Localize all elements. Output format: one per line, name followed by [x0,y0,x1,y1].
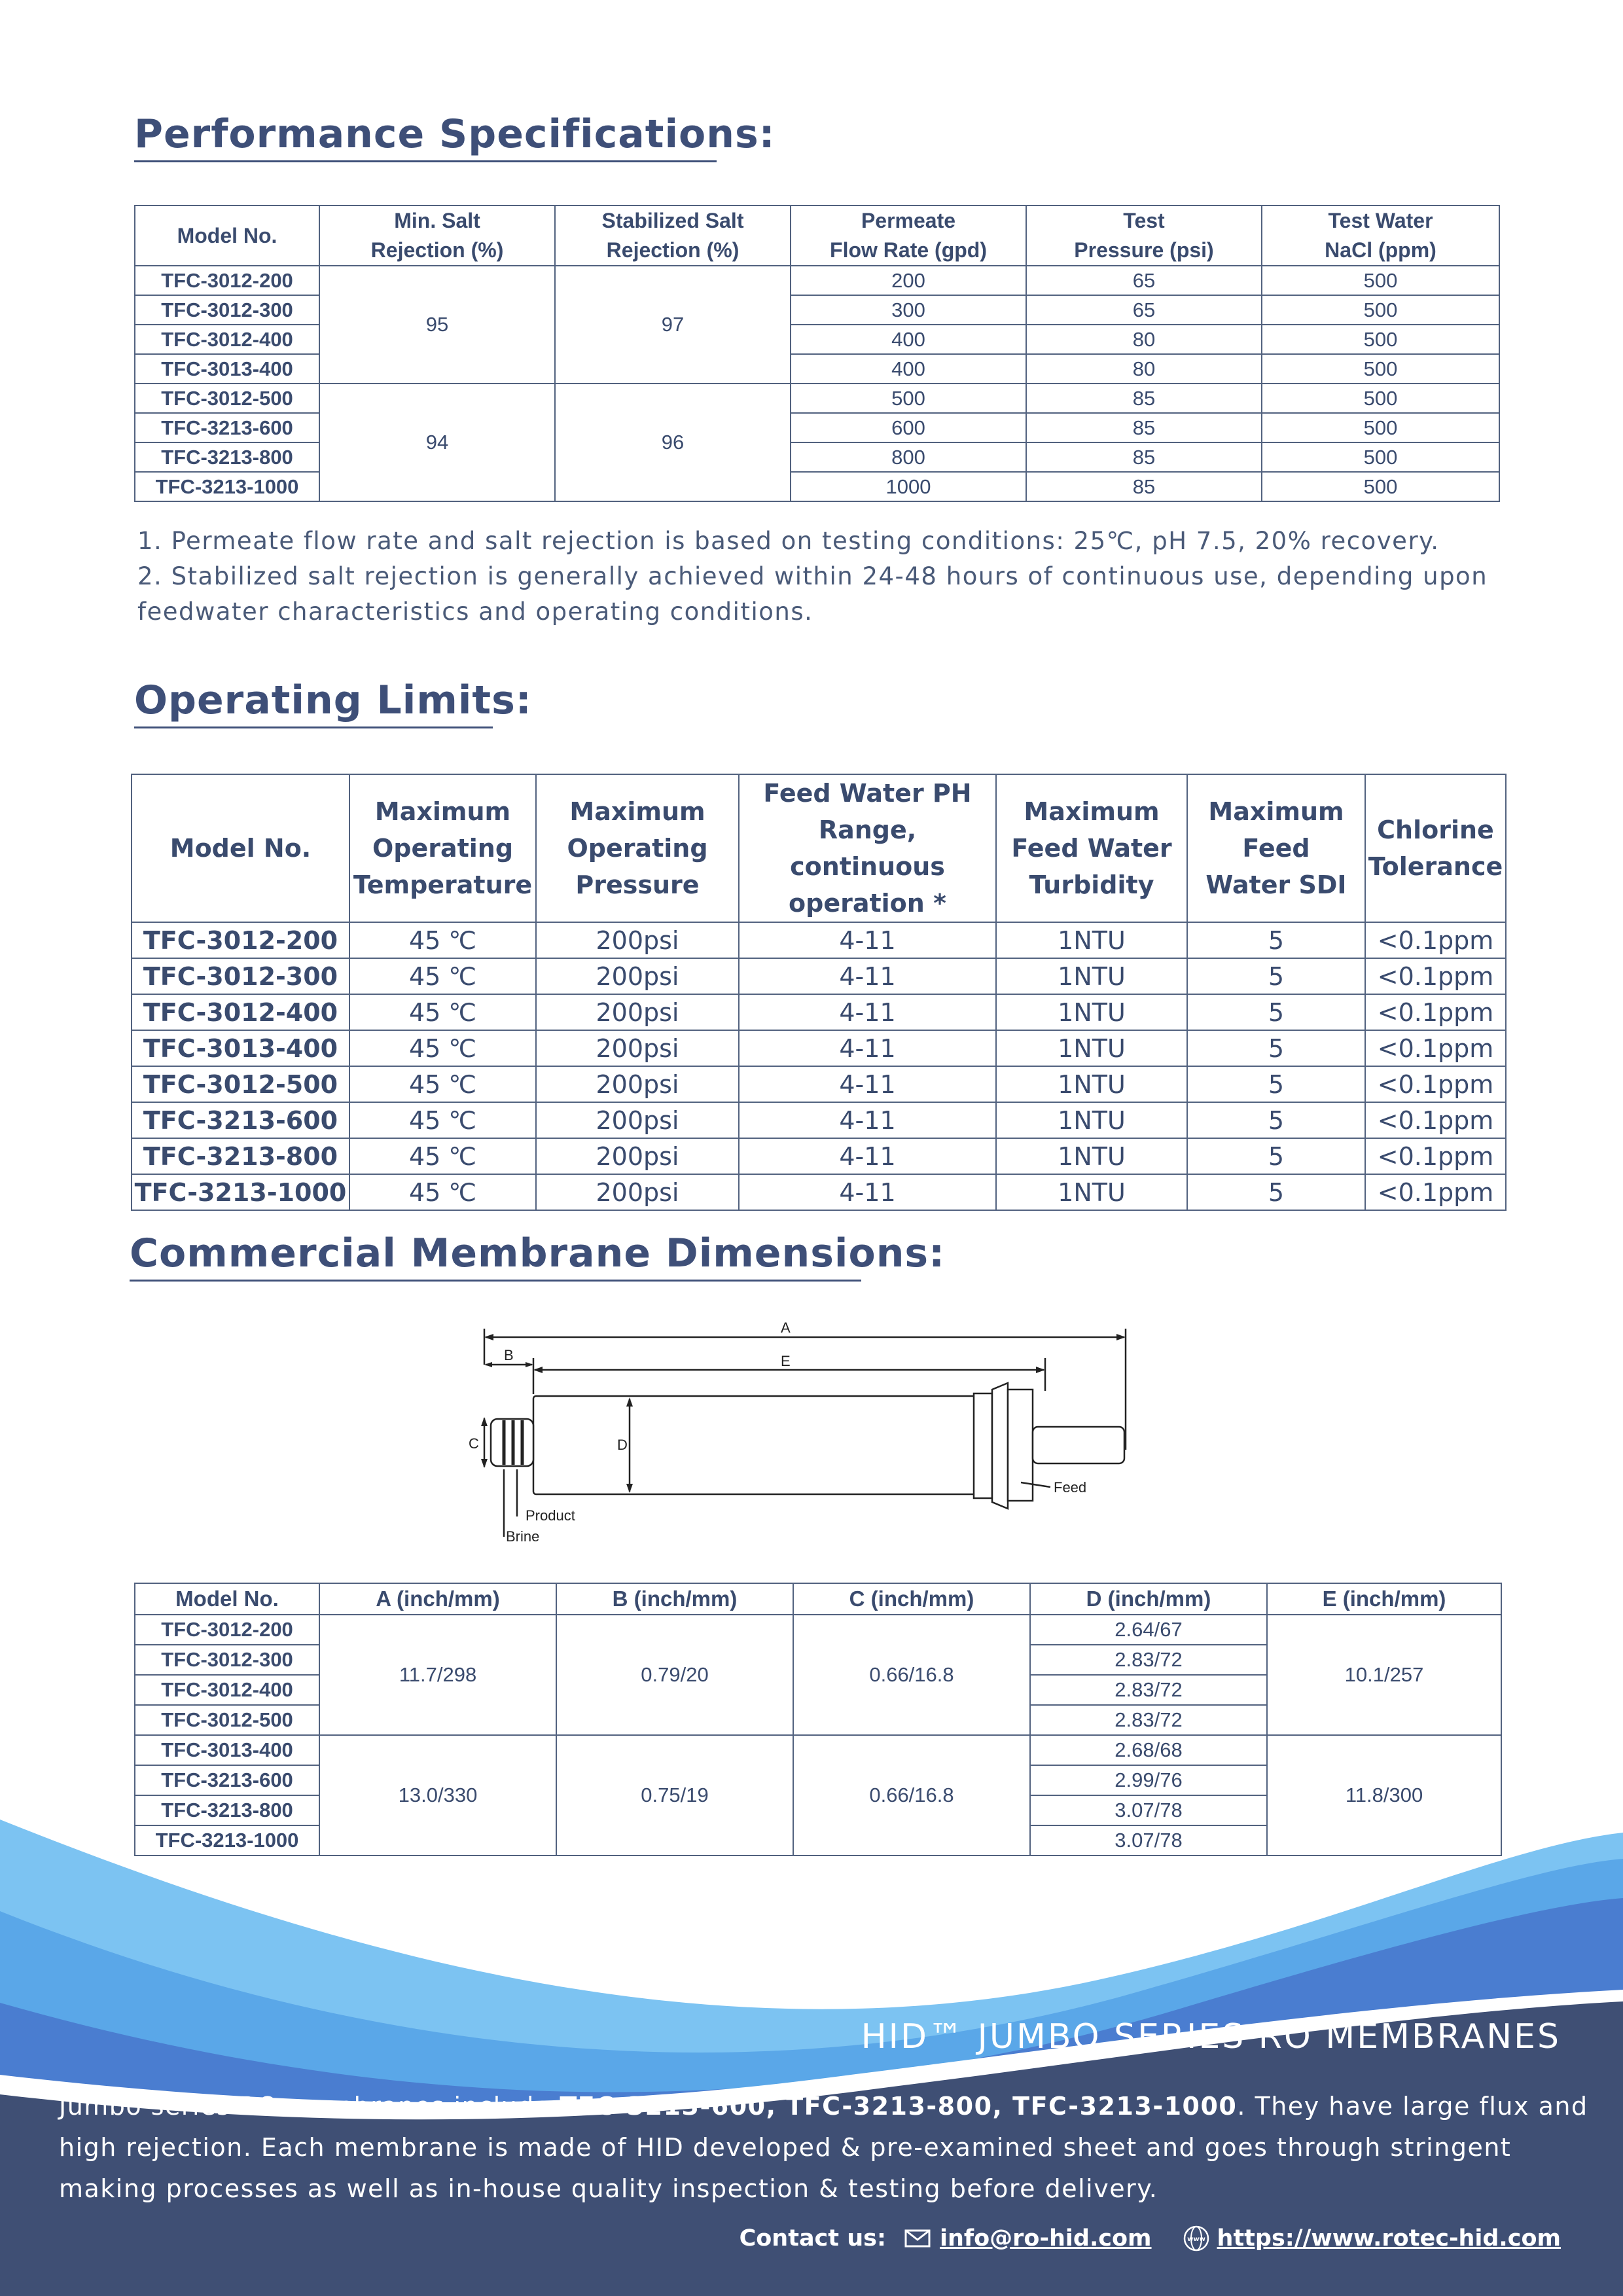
turbidity-cell: 1NTU [996,1102,1187,1138]
header-chlorine: Chlorine Tolerance [1365,774,1506,922]
table-row [135,1735,1501,1765]
model-cell: TFC-3012-500 [135,384,319,413]
d-cell: 2.83/72 [1030,1705,1267,1735]
turbidity-cell: 1NTU [996,994,1187,1030]
header-ph-range: Feed Water PH Range, continuous operation * [739,774,996,922]
pressure-cell: 200psi [536,1138,739,1174]
label-product: Product [526,1507,575,1524]
flow-cell: 1000 [791,472,1026,501]
performance-table [134,205,1500,502]
footer-description [59,2086,1590,2210]
a-cell: 13.0/330 [319,1735,556,1856]
model-cell: TFC-3012-300 [135,295,319,325]
ph-cell: 4-11 [739,1030,996,1066]
contact-label: Contact us: [739,2225,886,2251]
sdi-cell: 5 [1187,994,1365,1030]
temperature-cell: 45 ℃ [349,922,536,958]
d-cell: 2.68/68 [1030,1735,1267,1765]
table-row [135,1615,1501,1645]
email-link[interactable]: info@ro-hid.com [939,2225,1152,2251]
pressure-cell: 65 [1026,266,1262,295]
table-row [132,1030,1506,1066]
temperature-cell: 45 ℃ [349,1030,536,1066]
ph-cell: 4-11 [739,994,996,1030]
label-b: B [504,1347,514,1363]
d-cell: 2.83/72 [1030,1675,1267,1705]
globe-icon [1182,2224,1211,2253]
ph-cell: 4-11 [739,958,996,994]
table-row [132,958,1506,994]
membrane-dimension-diagram [445,1312,1152,1548]
a-cell: 11.7/298 [319,1615,556,1735]
model-cell: TFC-3012-200 [135,1615,319,1645]
flow-cell: 800 [791,442,1026,472]
header-model: Model No. [135,206,319,266]
pressure-cell: 200psi [536,994,739,1030]
note-1: 1. Permeate flow rate and salt rejection is based on testing conditions: 25℃, pH 7.5, 20% recovery. [137,527,1440,555]
flow-cell: 400 [791,354,1026,384]
model-cell: TFC-3013-400 [135,354,319,384]
ph-cell: 4-11 [739,922,996,958]
header-max-pressure: Maximum Operating Pressure [536,774,739,922]
header-permeate: Permeate Flow Rate (gpd) [791,206,1026,266]
header-test-water: Test Water NaCl (ppm) [1262,206,1499,266]
stabilized-salt-cell: 97 [555,266,791,384]
nacl-cell: 500 [1262,413,1499,442]
model-cell: TFC-3012-300 [135,1645,319,1675]
model-cell: TFC-3213-1000 [135,472,319,501]
e-cell: 11.8/300 [1267,1735,1501,1856]
table-header-row [132,774,1506,922]
turbidity-cell: 1NTU [996,1174,1187,1210]
temperature-cell: 45 ℃ [349,1066,536,1102]
table-row [132,1066,1506,1102]
label-d: D [617,1437,628,1453]
ph-cell: 4-11 [739,1138,996,1174]
footer-text-models: TFC-3213-600, TFC-3213-800, TFC-3213-1000 [560,2092,1238,2121]
d-cell: 2.99/76 [1030,1765,1267,1795]
nacl-cell: 500 [1262,354,1499,384]
b-cell: 0.75/19 [556,1735,793,1856]
header-test-pressure: Test Pressure (psi) [1026,206,1262,266]
operating-limits-table [131,774,1507,1211]
title-underline [134,160,717,162]
model-cell: TFC-3213-600 [135,1765,319,1795]
flow-cell: 300 [791,295,1026,325]
globe-www-text: www [1186,2236,1205,2243]
header-model: Model No. [135,1583,319,1615]
nacl-cell: 500 [1262,472,1499,501]
flow-cell: 200 [791,266,1026,295]
sdi-cell: 5 [1187,958,1365,994]
model-cell: TFC-3013-400 [132,1030,349,1066]
pressure-cell: 200psi [536,1066,739,1102]
footer-text-post: . They have large flux and high rejection. Each membrane is made of HID developed & pre-examined sheet and goes through stringent making processes as well as in-house quality inspection & testing before delivery. [59,2092,1588,2203]
model-cell: TFC-3213-600 [132,1102,349,1138]
feed-tube [1033,1427,1124,1463]
section-title-performance: Performance Specifications: [134,111,776,157]
chlorine-cell: <0.1ppm [1365,1138,1506,1174]
e-cell: 10.1/257 [1267,1615,1501,1735]
pressure-cell: 200psi [536,1030,739,1066]
table-header-row [135,1583,1501,1615]
label-a: A [781,1319,791,1336]
c-cell: 0.66/16.8 [793,1735,1030,1856]
d-cell: 2.83/72 [1030,1645,1267,1675]
turbidity-cell: 1NTU [996,922,1187,958]
model-cell: TFC-3213-1000 [132,1174,349,1210]
nacl-cell: 500 [1262,442,1499,472]
min-salt-cell: 95 [319,266,555,384]
ph-cell: 4-11 [739,1102,996,1138]
model-cell: TFC-3012-200 [132,922,349,958]
label-c: C [469,1435,479,1452]
pressure-cell: 85 [1026,472,1262,501]
turbidity-cell: 1NTU [996,958,1187,994]
sdi-cell: 5 [1187,922,1365,958]
turbidity-cell: 1NTU [996,1066,1187,1102]
sdi-cell: 5 [1187,1138,1365,1174]
section-title-operating-limits: Operating Limits: [134,677,532,723]
temperature-cell: 45 ℃ [349,1102,536,1138]
chlorine-cell: <0.1ppm [1365,922,1506,958]
stabilized-salt-cell: 96 [555,384,791,501]
table-row [135,266,1499,295]
nacl-cell: 500 [1262,384,1499,413]
model-cell: TFC-3013-400 [135,1735,319,1765]
sdi-cell: 5 [1187,1174,1365,1210]
header-b: B (inch/mm) [556,1583,793,1615]
nacl-cell: 500 [1262,295,1499,325]
ph-cell: 4-11 [739,1174,996,1210]
temperature-cell: 45 ℃ [349,958,536,994]
ph-cell: 4-11 [739,1066,996,1102]
sdi-cell: 5 [1187,1102,1365,1138]
c-cell: 0.66/16.8 [793,1615,1030,1735]
model-cell: TFC-3012-500 [135,1705,319,1735]
website-link[interactable]: https://www.rotec-hid.com [1217,2225,1561,2251]
model-cell: TFC-3213-800 [132,1138,349,1174]
header-sdi: Maximum Feed Water SDI [1187,774,1365,922]
table-row [132,922,1506,958]
header-stabilized-salt: Stabilized Salt Rejection (%) [555,206,791,266]
model-cell: TFC-3012-500 [132,1066,349,1102]
sdi-cell: 5 [1187,1066,1365,1102]
membrane-body [533,1396,985,1494]
chlorine-cell: <0.1ppm [1365,1102,1506,1138]
label-brine: Brine [506,1528,540,1545]
flow-cell: 500 [791,384,1026,413]
header-max-temperature: Maximum Operating Temperature [349,774,536,922]
table-row [132,994,1506,1030]
label-e: E [781,1353,791,1369]
model-cell: TFC-3213-800 [135,442,319,472]
header-turbidity: Maximum Feed Water Turbidity [996,774,1187,922]
model-cell: TFC-3012-400 [132,994,349,1030]
label-feed: Feed [1054,1479,1087,1496]
d-cell: 3.07/78 [1030,1795,1267,1825]
pressure-cell: 200psi [536,1102,739,1138]
turbidity-cell: 1NTU [996,1030,1187,1066]
table-row [135,384,1499,413]
title-underline [130,1280,861,1282]
table-header-row [135,206,1499,266]
pressure-cell: 200psi [536,922,739,958]
pressure-cell: 65 [1026,295,1262,325]
chlorine-cell: <0.1ppm [1365,1066,1506,1102]
flow-cell: 400 [791,325,1026,354]
chlorine-cell: <0.1ppm [1365,1174,1506,1210]
chlorine-cell: <0.1ppm [1365,1030,1506,1066]
note-2-continued: feedwater characteristics and operating conditions. [137,598,813,626]
pressure-cell: 200psi [536,958,739,994]
footer-title: HID™ JUMBO SERIES RO MEMBRANES [861,2017,1561,2056]
model-cell: TFC-3012-300 [132,958,349,994]
model-cell: TFC-3012-400 [135,1675,319,1705]
model-cell: TFC-3012-400 [135,325,319,354]
b-cell: 0.79/20 [556,1615,793,1735]
pressure-cell: 200psi [536,1174,739,1210]
title-underline [134,726,493,728]
header-model: Model No. [132,774,349,922]
header-c: C (inch/mm) [793,1583,1030,1615]
performance-notes [137,524,1544,630]
chlorine-cell: <0.1ppm [1365,994,1506,1030]
header-min-salt: Min. Salt Rejection (%) [319,206,555,266]
temperature-cell: 45 ℃ [349,1138,536,1174]
nacl-cell: 500 [1262,325,1499,354]
contact-bar [740,2224,1561,2253]
note-2: 2. Stabilized salt rejection is generally achieved within 24-48 hours of continuous use, depending upon [137,562,1488,590]
d-cell: 2.64/67 [1030,1615,1267,1645]
header-d: D (inch/mm) [1030,1583,1267,1615]
pressure-cell: 85 [1026,384,1262,413]
flow-cell: 600 [791,413,1026,442]
pressure-cell: 85 [1026,442,1262,472]
turbidity-cell: 1NTU [996,1138,1187,1174]
temperature-cell: 45 ℃ [349,1174,536,1210]
mail-icon [904,2229,931,2248]
temperature-cell: 45 ℃ [349,994,536,1030]
model-cell: TFC-3213-600 [135,413,319,442]
pressure-cell: 85 [1026,413,1262,442]
model-cell: TFC-3012-200 [135,266,319,295]
min-salt-cell: 94 [319,384,555,501]
table-row [132,1174,1506,1210]
header-a: A (inch/mm) [319,1583,556,1615]
pressure-cell: 80 [1026,354,1262,384]
model-cell: TFC-3213-1000 [135,1825,319,1856]
footer-text-pre: Jumbo series RO membranes include [59,2092,560,2121]
header-e: E (inch/mm) [1267,1583,1501,1615]
nacl-cell: 500 [1262,266,1499,295]
table-row [132,1102,1506,1138]
section-title-dimensions: Commercial Membrane Dimensions: [130,1230,946,1276]
chlorine-cell: <0.1ppm [1365,958,1506,994]
sdi-cell: 5 [1187,1030,1365,1066]
d-cell: 3.07/78 [1030,1825,1267,1856]
table-row [132,1138,1506,1174]
pressure-cell: 80 [1026,325,1262,354]
model-cell: TFC-3213-800 [135,1795,319,1825]
